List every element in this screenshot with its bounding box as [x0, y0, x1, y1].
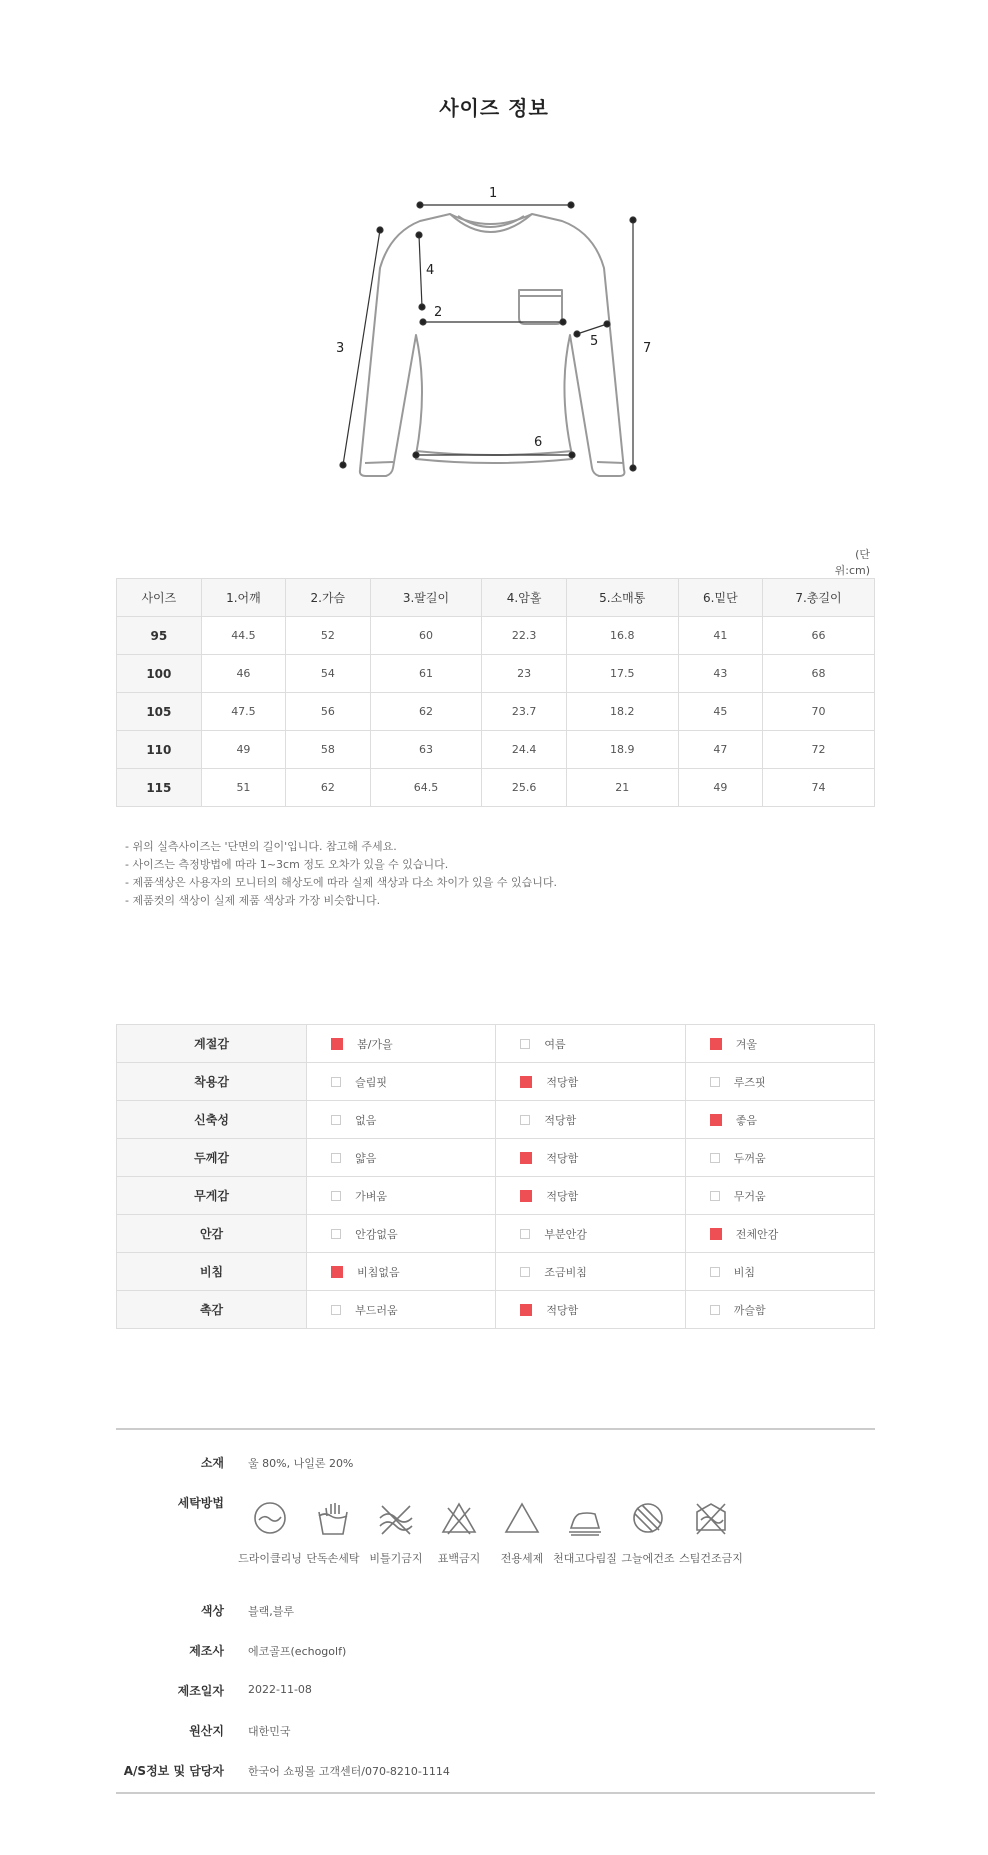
attribute-option — [685, 1291, 874, 1329]
measurement-cell: 74 — [763, 769, 875, 807]
hand-wash-icon — [313, 1500, 353, 1538]
unchecked-box-icon — [710, 1191, 720, 1201]
measurement-cell: 49 — [201, 731, 285, 769]
attribute-option — [496, 1215, 685, 1253]
care-label: 전용세제 — [500, 1552, 544, 1565]
attribute-row — [117, 1291, 875, 1329]
unchecked-box-icon — [520, 1229, 530, 1239]
checked-box-icon — [710, 1038, 722, 1050]
label-6: 6 — [534, 435, 543, 450]
attribute-option — [496, 1177, 685, 1215]
origin-label: 원산지 — [189, 1724, 224, 1738]
option-label: 여름 — [544, 1037, 566, 1051]
attribute-option — [685, 1101, 874, 1139]
attribute-option — [685, 1025, 874, 1063]
option-label: 봄/가을 — [357, 1037, 393, 1051]
header-size: 사이즈 — [117, 579, 202, 617]
measurement-cell: 62 — [370, 693, 482, 731]
checked-box-icon — [710, 1114, 722, 1126]
date-label: 제조일자 — [177, 1684, 224, 1698]
attribute-option — [685, 1177, 874, 1215]
measurement-cell: 64.5 — [370, 769, 482, 807]
measurement-cell: 25.6 — [482, 769, 566, 807]
measurement-cell: 17.5 — [566, 655, 678, 693]
shade-dry-icon — [628, 1500, 668, 1538]
label-3: 3 — [336, 341, 345, 356]
option-label: 무거움 — [733, 1189, 766, 1203]
measurement-cell: 47 — [678, 731, 762, 769]
date-value: 2022-11-08 — [248, 1683, 312, 1696]
color-value: 블랙,블루 — [248, 1605, 295, 1618]
size-table — [116, 578, 875, 807]
attribute-row — [117, 1253, 875, 1291]
size-cell: 115 — [117, 769, 202, 807]
checked-box-icon — [710, 1228, 722, 1240]
as-value: 한국어 쇼핑몰 고객센터/070-8210-1114 — [248, 1765, 450, 1778]
attribute-label: 두께감 — [117, 1139, 307, 1177]
label-1: 1 — [489, 186, 498, 201]
attribute-option — [307, 1291, 496, 1329]
option-label: 적당함 — [546, 1303, 579, 1317]
attribute-label: 착용감 — [117, 1063, 307, 1101]
measurement-cell: 47.5 — [201, 693, 285, 731]
checked-box-icon — [331, 1266, 343, 1278]
detergent-icon — [502, 1500, 542, 1538]
attribute-option — [685, 1139, 874, 1177]
maker-label: 제조사 — [189, 1644, 224, 1658]
measurement-cell: 21 — [566, 769, 678, 807]
size-table-header — [117, 579, 875, 617]
material-label: 소재 — [200, 1456, 224, 1470]
attribute-row — [117, 1063, 875, 1101]
attribute-option — [307, 1139, 496, 1177]
size-cell: 110 — [117, 731, 202, 769]
label-4: 4 — [426, 263, 435, 278]
unchecked-box-icon — [331, 1305, 341, 1315]
no-tumble-dry-icon — [691, 1500, 731, 1538]
measurement-cell: 54 — [286, 655, 370, 693]
attribute-label: 촉감 — [117, 1291, 307, 1329]
material-value: 울 80%, 나일론 20% — [248, 1457, 354, 1470]
header-length: 7.총길이 — [763, 579, 875, 617]
no-wring-icon — [376, 1500, 416, 1538]
unchecked-box-icon — [520, 1115, 530, 1125]
option-label: 적당함 — [546, 1075, 579, 1089]
option-label: 가벼움 — [355, 1189, 387, 1203]
unchecked-box-icon — [331, 1229, 341, 1239]
fit-attributes-table — [116, 1024, 875, 1329]
header-sleeve: 3.팔길이 — [370, 579, 482, 617]
note-item: - 제품컷의 색상이 실제 제품 색상과 가장 비슷합니다. — [125, 894, 381, 907]
attribute-option — [496, 1025, 685, 1063]
maker-value: 에코골프(echogolf) — [248, 1645, 347, 1658]
label-5: 5 — [590, 334, 599, 349]
checked-box-icon — [331, 1038, 343, 1050]
care-label: 스팀건조금지 — [679, 1552, 743, 1565]
wash-label: 세탁방법 — [177, 1496, 224, 1510]
attribute-option — [307, 1215, 496, 1253]
attribute-option — [685, 1063, 874, 1101]
measurement-cell: 52 — [286, 617, 370, 655]
measurement-cell: 66 — [763, 617, 875, 655]
note-item: - 위의 실측사이즈는 '단면의 길이'입니다. 참고해 주세요. — [125, 840, 397, 853]
measurement-cell: 23.7 — [482, 693, 566, 731]
attribute-option — [307, 1253, 496, 1291]
measurement-cell: 51 — [201, 769, 285, 807]
attribute-label: 비침 — [117, 1253, 307, 1291]
care-label: 표백금지 — [437, 1552, 481, 1565]
sweater-outline-icon — [360, 214, 625, 476]
measurement-cell: 16.8 — [566, 617, 678, 655]
attribute-option — [307, 1063, 496, 1101]
option-label: 겨울 — [735, 1037, 757, 1051]
checked-box-icon — [520, 1076, 532, 1088]
unchecked-box-icon — [520, 1267, 530, 1277]
measurement-cell: 58 — [286, 731, 370, 769]
option-label: 까슬함 — [733, 1303, 766, 1317]
option-label: 얇음 — [355, 1151, 377, 1165]
measurement-labels — [336, 186, 651, 450]
attribute-option — [307, 1177, 496, 1215]
measurement-cell: 60 — [370, 617, 482, 655]
measurement-cell: 62 — [286, 769, 370, 807]
measurement-cell: 61 — [370, 655, 482, 693]
measurement-cell: 44.5 — [201, 617, 285, 655]
attribute-option — [496, 1253, 685, 1291]
note-item: - 사이즈는 측정방법에 따라 1~3cm 정도 오차가 있을 수 있습니다. — [125, 858, 449, 871]
size-notes — [125, 838, 557, 910]
unit-label: (단위:cm) — [834, 548, 870, 577]
attribute-option — [496, 1291, 685, 1329]
as-label: A/S정보 및 담당자 — [123, 1764, 224, 1778]
checked-box-icon — [520, 1152, 532, 1164]
header-shoulder: 1.어깨 — [201, 579, 285, 617]
option-label: 루즈핏 — [733, 1075, 766, 1089]
attribute-row — [117, 1177, 875, 1215]
garment-diagram — [0, 170, 988, 490]
measurement-cell: 23 — [482, 655, 566, 693]
option-label: 부분안감 — [544, 1227, 587, 1241]
iron-cloth-icon — [565, 1500, 605, 1538]
measurement-cell: 70 — [763, 693, 875, 731]
care-label: 단독손세탁 — [306, 1552, 360, 1565]
measurement-cell: 41 — [678, 617, 762, 655]
attribute-row — [117, 1025, 875, 1063]
attribute-option — [496, 1139, 685, 1177]
header-chest: 2.가슴 — [286, 579, 370, 617]
unchecked-box-icon — [710, 1077, 720, 1087]
option-label: 없음 — [355, 1113, 377, 1127]
option-label: 전체안감 — [735, 1227, 779, 1241]
size-row — [117, 731, 875, 769]
option-label: 비침없음 — [357, 1265, 400, 1279]
origin-value: 대한민국 — [248, 1725, 291, 1738]
option-label: 부드러움 — [355, 1303, 398, 1317]
page-title: 사이즈 정보 — [439, 96, 549, 120]
attribute-option — [496, 1101, 685, 1139]
unchecked-box-icon — [520, 1039, 530, 1049]
measurement-cell: 72 — [763, 731, 875, 769]
care-label: 비틀기금지 — [369, 1552, 423, 1565]
attribute-label: 계절감 — [117, 1025, 307, 1063]
care-label: 드라이클리닝 — [238, 1552, 302, 1565]
size-row — [117, 769, 875, 807]
size-cell: 105 — [117, 693, 202, 731]
label-7: 7 — [643, 341, 652, 356]
option-label: 적당함 — [546, 1189, 579, 1203]
attribute-option — [685, 1215, 874, 1253]
measurement-cell: 18.9 — [566, 731, 678, 769]
unchecked-box-icon — [331, 1153, 341, 1163]
attribute-row — [117, 1101, 875, 1139]
no-bleach-icon — [439, 1500, 479, 1538]
size-cell: 100 — [117, 655, 202, 693]
care-item — [671, 1500, 751, 1566]
size-row — [117, 693, 875, 731]
measurement-cell: 45 — [678, 693, 762, 731]
checked-box-icon — [520, 1304, 532, 1316]
measurement-cell: 56 — [286, 693, 370, 731]
size-row — [117, 617, 875, 655]
dry-clean-icon — [250, 1500, 290, 1538]
checked-box-icon — [520, 1190, 532, 1202]
care-label: 그늘에건조 — [621, 1552, 675, 1565]
option-label: 적당함 — [544, 1113, 577, 1127]
option-label: 두꺼움 — [733, 1151, 766, 1165]
label-2: 2 — [434, 305, 443, 320]
measurement-cell: 24.4 — [482, 731, 566, 769]
measurement-cell: 18.2 — [566, 693, 678, 731]
measurement-cell: 46 — [201, 655, 285, 693]
color-label: 색상 — [200, 1604, 224, 1618]
header-sleeve-width: 5.소매통 — [566, 579, 678, 617]
size-row — [117, 655, 875, 693]
option-label: 비침 — [733, 1265, 755, 1279]
measurement-cell: 49 — [678, 769, 762, 807]
attribute-option — [307, 1101, 496, 1139]
unchecked-box-icon — [331, 1191, 341, 1201]
unchecked-box-icon — [331, 1077, 341, 1087]
attribute-label: 신축성 — [117, 1101, 307, 1139]
unchecked-box-icon — [710, 1267, 720, 1277]
size-cell: 95 — [117, 617, 202, 655]
attribute-option — [685, 1253, 874, 1291]
unchecked-box-icon — [710, 1305, 720, 1315]
measurement-cell: 68 — [763, 655, 875, 693]
measurement-cell: 43 — [678, 655, 762, 693]
measurement-cell: 63 — [370, 731, 482, 769]
header-armhole: 4.암홀 — [482, 579, 566, 617]
option-label: 좋음 — [735, 1113, 757, 1127]
option-label: 슬림핏 — [355, 1075, 387, 1089]
attribute-row — [117, 1139, 875, 1177]
attribute-label: 안감 — [117, 1215, 307, 1253]
attribute-label: 무게감 — [117, 1177, 307, 1215]
unchecked-box-icon — [710, 1153, 720, 1163]
note-item: - 제품색상은 사용자의 모니터의 해상도에 따라 실제 색상과 다소 차이가 있을 수 있습니다. — [125, 876, 557, 889]
attribute-row — [117, 1215, 875, 1253]
measurement-cell: 22.3 — [482, 617, 566, 655]
attribute-option — [496, 1063, 685, 1101]
unchecked-box-icon — [331, 1115, 341, 1125]
header-hem: 6.밑단 — [678, 579, 762, 617]
option-label: 적당함 — [546, 1151, 579, 1165]
option-label: 안감없음 — [355, 1227, 398, 1241]
option-label: 조금비침 — [544, 1265, 587, 1279]
care-label: 천대고다림질 — [553, 1552, 617, 1565]
attribute-option — [307, 1025, 496, 1063]
product-info — [116, 1428, 875, 1794]
